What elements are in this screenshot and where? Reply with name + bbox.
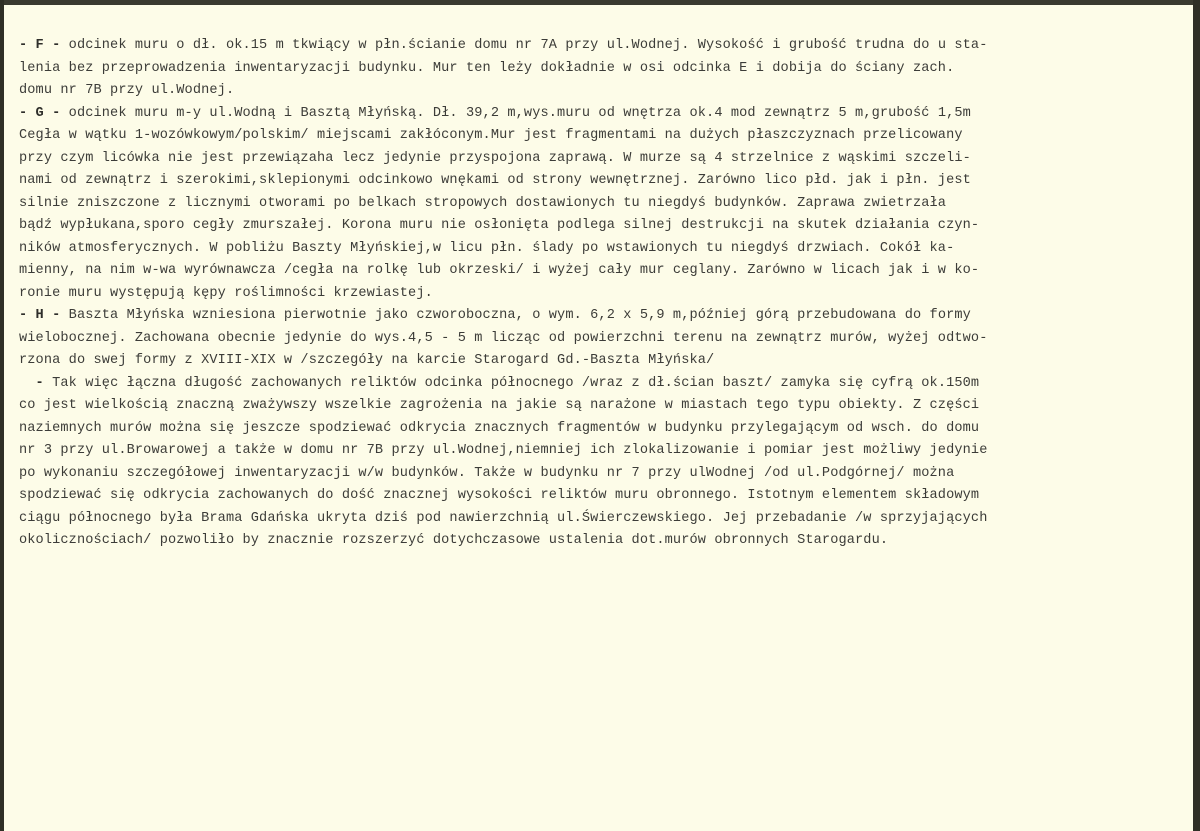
text-line: po wykonaniu szczegółowej inwentaryzacji w/w budynków. Także w budynku nr 7 przy ulWodnej /od ul.Podgórnej/ można (19, 465, 955, 481)
text-line: bądź wypłukana,sporo cegły zmurszałej. Korona muru nie osłonięta podlega silnej destrukcji na skutek działania czyn- (19, 218, 980, 233)
text-line (19, 103, 1191, 126)
text-line (19, 373, 1191, 396)
text-line: lenia bez przeprowadzenia inwentaryzacji budynku. Mur ten leży dokładnie w osi odcinka E i dobija do ściany zach. (19, 60, 955, 76)
text-line (19, 305, 1191, 328)
text-line: naziemnych murów można się jeszcze spodziewać odkrycia znacznych fragmentów w budynku przylegającym od wsch. do domu (19, 420, 980, 436)
line-text: odcinek muru o dł. ok.15 m tkwiący w płn.ścianie domu nr 7A przy ul.Wodnej. Wysokość i grubość trudna do u sta- (60, 38, 988, 53)
document-body (19, 35, 1191, 553)
text-line: ników atmosferycznych. W pobliżu Baszty Młyńskiej,w licu płn. ślady po wstawionych tu niegdyś drzwiach. Cokół ka- (19, 240, 955, 256)
summary-dash-marker: - (19, 375, 44, 391)
paragraph-section-f (19, 35, 1191, 103)
text-line: spodziewać się odkrycia zachowanych do dość znacznej wysokości reliktów muru obronnego. Istotnym elementem składowym (19, 488, 980, 503)
text-line: nr 3 przy ul.Browarowej a także w domu nr 7B przy ul.Wodnej,niemniej ich zlokalizowanie i pomiar jest możliwy jedynie (19, 443, 988, 458)
text-line: Cegła w wątku 1-wozówkowym/polskim/ miejscami zakłóconym.Mur jest fragmentami na dużych płaszczyznach przelicowany (19, 128, 963, 143)
section-marker-f: - F - (19, 38, 61, 53)
text-line: domu nr 7B przy ul.Wodnej. (19, 83, 235, 98)
text-line: przy czym licówka nie jest przewiązaha lecz jedynie przyspojona zaprawą. W murze są 4 strzelnice z wąskimi szczeli- (19, 150, 971, 166)
text-line: wielobocznej. Zachowana obecnie jedynie do wys.4,5 - 5 m licząc od powierzchni terenu na zewnątrz murów, wyżej odtwo- (19, 330, 988, 346)
text-line: ciągu północnego była Brama Gdańska ukryta dziś pod nawierzchnią ul.Świerczewskiego. Jej przebadanie /w sprzyjających (19, 510, 988, 526)
text-line: ronie muru występują kępy roślimności krzewiastej. (19, 285, 433, 301)
section-marker-g: - G - (19, 105, 61, 121)
text-line (19, 35, 1191, 58)
paragraph-section-g (19, 103, 1191, 306)
line-text: Baszta Młyńska wzniesiona pierwotnie jako czworoboczna, o wym. 6,2 x 5,9 m,później górą przebudowana do formy (60, 308, 971, 323)
section-marker-h: - H - (19, 308, 61, 323)
paragraph-section-h (19, 305, 1191, 373)
text-line: nami od zewnątrz i szerokimi,sklepionymi odcinkowo wnękami od strony wewnętrznej. Zarówno lico płd. jak i płn. jest (19, 173, 971, 188)
text-line: co jest wielkością znaczną zważywszy wszelkie zagrożenia na jakie są narażone w miastach tego typu obiekty. Z części (19, 398, 980, 413)
text-line: mienny, na nim w-wa wyrównawcza /cegła na rolkę lub okrzeski/ i wyżej cały mur ceglany. Zarówno w licach jak i w ko- (19, 263, 980, 278)
line-text: odcinek muru m-y ul.Wodną i Basztą Młyńską. Dł. 39,2 m,wys.muru od wnętrza ok.4 mod zewnątrz 5 m,grubość 1,5m (60, 105, 971, 121)
scan-border-right (1193, 0, 1200, 831)
line-text: Tak więc łączna długość zachowanych reliktów odcinka północnego /wraz z dł.ścian baszt/ zamyka się cyfrą ok.150m (43, 375, 980, 391)
text-line: okolicznościach/ pozwoliło by znacznie rozszerzyć dotychczasowe ustalenia dot.murów obronnych Starogardu. (19, 533, 889, 548)
text-line: silnie zniszczone z licznymi otworami po belkach stropowych dostawionych tu niegdyś budynków. Zaprawa zwietrzała (19, 195, 947, 211)
text-line: rzona do swej formy z XVIII-XIX w /szczegóły na karcie Starogard Gd.-Baszta Młyńska/ (19, 353, 715, 368)
paragraph-summary (19, 373, 1191, 553)
